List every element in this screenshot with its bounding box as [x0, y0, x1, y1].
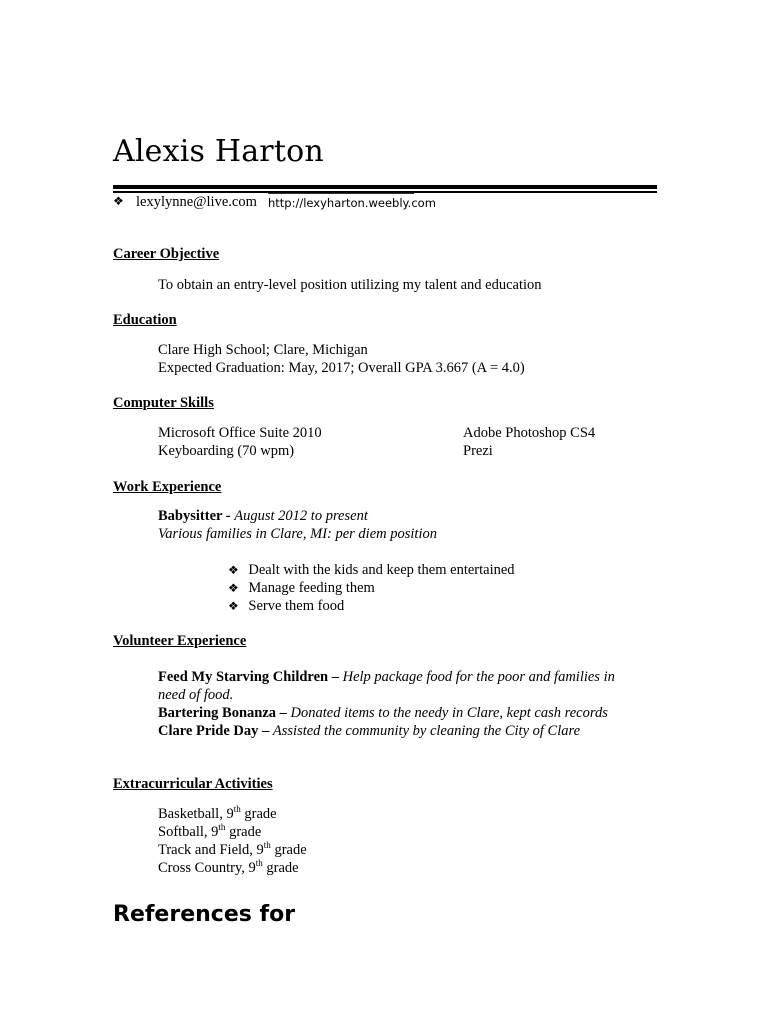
- activity-tail: grade: [229, 824, 262, 840]
- header-rule-thick: [113, 185, 657, 189]
- job-title: Babysitter -: [158, 508, 231, 524]
- website-rule: [268, 193, 414, 194]
- activity-item: [158, 805, 277, 823]
- references-heading: References for: [113, 902, 296, 927]
- ordinal-suffix: th: [263, 840, 271, 851]
- extracurricular-heading: Extracurricular Activities: [113, 776, 273, 792]
- volunteer-experience-heading: Volunteer Experience: [113, 633, 247, 649]
- duty-text: Dealt with the kids and keep them entertained: [248, 562, 515, 578]
- duty-item: [228, 561, 515, 579]
- duty-item: [228, 597, 344, 615]
- activity-tail: grade: [266, 860, 299, 876]
- skill-item: Microsoft Office Suite 2010: [158, 425, 322, 441]
- volunteer-desc: need of food.: [158, 687, 234, 703]
- ordinal-suffix: th: [218, 822, 226, 833]
- education-school: Clare High School; Clare, Michigan: [158, 342, 368, 358]
- website-link[interactable]: http://lexyharton.weebly.com: [268, 196, 436, 210]
- volunteer-desc: Help package food for the poor and families in: [342, 669, 615, 685]
- education-graduation: Expected Graduation: May, 2017; Overall GPA 3.667 (A = 4.0): [158, 360, 525, 376]
- resume-name: Alexis Harton: [113, 134, 324, 169]
- diamond-bullet-icon: ❖: [113, 194, 124, 208]
- volunteer-desc: Assisted the community by cleaning the City of Clare: [272, 723, 581, 739]
- career-objective-text: To obtain an entry-level position utilizing my talent and education: [158, 277, 542, 293]
- skill-item: Adobe Photoshop CS4: [463, 425, 596, 441]
- activity-item: [158, 823, 261, 841]
- volunteer-entry: [158, 668, 615, 686]
- volunteer-desc: Donated items to the needy in Clare, kept cash records: [290, 705, 608, 721]
- volunteer-entry-cont: [158, 686, 233, 704]
- volunteer-title: Clare Pride Day –: [158, 723, 270, 739]
- skill-item: Prezi: [463, 443, 493, 459]
- activity-item: [158, 859, 299, 877]
- activity-text: Softball, 9: [158, 824, 219, 840]
- activity-text: Track and Field, 9: [158, 842, 264, 858]
- diamond-bullet-icon: ❖: [228, 563, 239, 577]
- activity-text: Basketball, 9: [158, 806, 234, 822]
- job-detail-text: Various families in Clare, MI: per diem position: [158, 526, 437, 542]
- diamond-bullet-icon: ❖: [228, 581, 239, 595]
- volunteer-entry: [158, 722, 580, 740]
- duty-text: Serve them food: [248, 598, 345, 614]
- ordinal-suffix: th: [233, 804, 241, 815]
- activity-tail: grade: [244, 806, 277, 822]
- job-title-line: [158, 507, 368, 525]
- activity-item: [158, 841, 307, 859]
- work-experience-heading: Work Experience: [113, 479, 222, 495]
- activity-text: Cross Country, 9: [158, 860, 256, 876]
- volunteer-title: Bartering Bonanza –: [158, 705, 287, 721]
- job-detail: [158, 525, 437, 543]
- ordinal-suffix: th: [255, 858, 263, 869]
- volunteer-entry: [158, 704, 608, 722]
- computer-skills-heading: Computer Skills: [113, 395, 214, 411]
- activity-tail: grade: [274, 842, 307, 858]
- skill-item: Keyboarding (70 wpm): [158, 443, 295, 459]
- diamond-bullet-icon: ❖: [228, 599, 239, 613]
- education-heading: Education: [113, 312, 177, 328]
- duty-item: [228, 579, 375, 597]
- job-dates: August 2012 to present: [234, 508, 368, 524]
- duty-text: Manage feeding them: [248, 580, 375, 596]
- volunteer-title: Feed My Starving Children –: [158, 669, 339, 685]
- contact-email[interactable]: lexylynne@live.com: [136, 194, 257, 210]
- career-objective-heading: Career Objective: [113, 246, 220, 262]
